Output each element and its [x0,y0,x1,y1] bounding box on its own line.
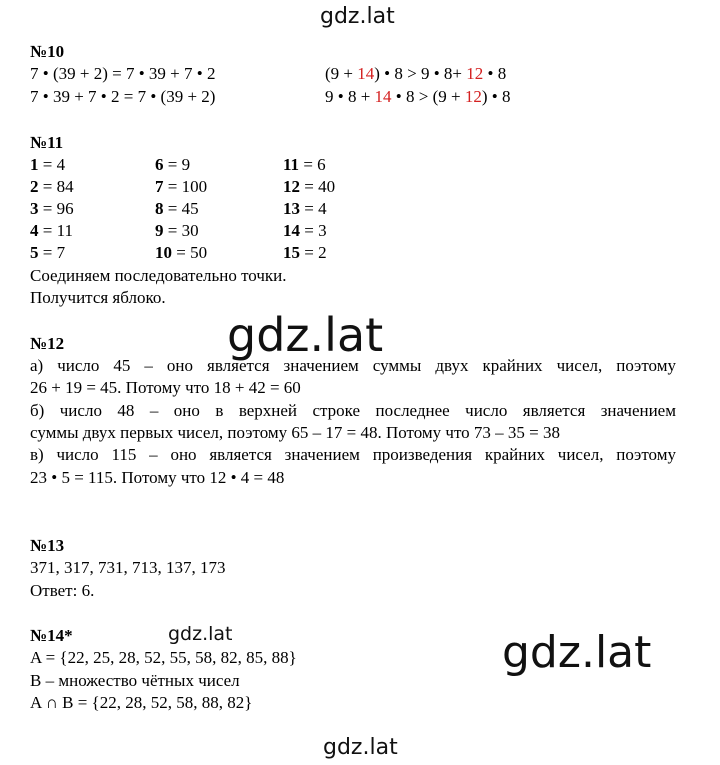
task-12-line-6: 23 • 5 = 115. Потому что 12 • 4 = 48 [30,468,285,487]
point-value: = 4 [38,155,66,174]
task-12-line-3: б) число 48 – оно в верхней строке последнее число является значением [30,401,676,420]
point-number: 4 [30,221,39,240]
point-value: = 2 [300,243,327,262]
point-value: = 45 [163,199,199,218]
point-number: 12 [283,177,300,196]
point-number: 3 [30,199,39,218]
task-12-line-5: в) число 115 – оно является значением произведения крайних чисел, поэтому [30,445,676,464]
highlighted-number: 12 [466,64,484,83]
highlighted-number: 12 [464,87,482,106]
point-number: 13 [283,199,300,218]
point-item [30,176,74,198]
task-13-answer: Ответ: 6. [30,581,95,600]
point-number: 2 [30,177,39,196]
task-12-line-2: 26 + 19 = 45. Потому что 18 + 42 = 60 [30,378,301,397]
watermark-bottom: gdz.lat [323,735,398,760]
highlighted-number: 14 [357,64,375,83]
task-14-line-1: A = {22, 25, 28, 52, 55, 58, 82, 85, 88} [30,648,297,667]
task-13-title: №13 [30,536,65,555]
task-10-right-line-1 [325,63,506,85]
text-part: (9 + [325,64,358,83]
task-14-line-3: A ∩ B = {22, 28, 52, 58, 88, 82} [30,693,253,712]
point-value: = 100 [163,177,208,196]
task-11-text-1: Соединяем последовательно точки. [30,266,287,285]
point-value: = 40 [300,177,336,196]
text-part: ) • 8 > 9 • 8+ [374,64,467,83]
point-number: 5 [30,243,39,262]
point-value: = 50 [172,243,208,262]
point-number: 11 [283,155,300,174]
text-part: ) • 8 [481,87,511,106]
task-13-line-1: 371, 317, 731, 713, 137, 173 [30,558,226,577]
point-item [283,154,326,176]
task-14-title: №14* [30,626,73,645]
point-number: 9 [155,221,164,240]
point-number: 6 [155,155,164,174]
point-number: 14 [283,221,300,240]
point-number: 7 [155,177,164,196]
point-item [283,198,327,220]
text-part: 9 • 8 + [325,87,375,106]
point-value: = 3 [300,221,327,240]
point-value: = 4 [300,199,327,218]
point-item [155,242,207,264]
point-value: = 7 [38,243,66,262]
point-item [283,176,335,198]
task-10-title: №10 [30,42,65,61]
task-12-line-4: суммы двух первых чисел, поэтому 65 – 17 = 48. Потому что 73 – 35 = 38 [30,423,561,442]
watermark-middle: gdz.lat [227,308,384,362]
watermark-top: gdz.lat [320,4,395,29]
point-item [155,176,207,198]
point-number: 10 [155,243,172,262]
task-12-title: №12 [30,334,65,353]
watermark-big: gdz.lat [502,627,652,678]
task-12-line-1: а) число 45 – оно является значением суммы двух крайних чисел, поэтому [30,356,676,375]
task-10-left-line-2: 7 • 39 + 7 • 2 = 7 • (39 + 2) [30,87,216,106]
point-value: = 6 [299,155,326,174]
point-value: = 30 [163,221,199,240]
point-value: = 9 [163,155,191,174]
point-item [30,198,74,220]
point-number: 8 [155,199,164,218]
point-item [30,242,65,264]
point-value: = 96 [38,199,74,218]
point-item [155,154,190,176]
point-item [155,220,199,242]
point-value: = 84 [38,177,74,196]
point-value: = 11 [38,221,73,240]
task-10-right-line-2 [325,86,510,108]
task-11-text-2: Получится яблоко. [30,288,166,307]
text-part: • 8 > (9 + [391,87,465,106]
task-10-left-line-1: 7 • (39 + 2) = 7 • 39 + 7 • 2 [30,64,216,83]
point-item [30,154,65,176]
task-14-line-2: B – множество чётных чисел [30,671,240,690]
point-number: 1 [30,155,39,174]
point-item [155,198,199,220]
point-number: 15 [283,243,300,262]
watermark-small: gdz.lat [168,623,233,645]
point-item [283,220,327,242]
task-11-title: №11 [30,133,64,152]
text-part: • 8 [483,64,507,83]
point-item [283,242,327,264]
highlighted-number: 14 [374,87,392,106]
point-item [30,220,73,242]
